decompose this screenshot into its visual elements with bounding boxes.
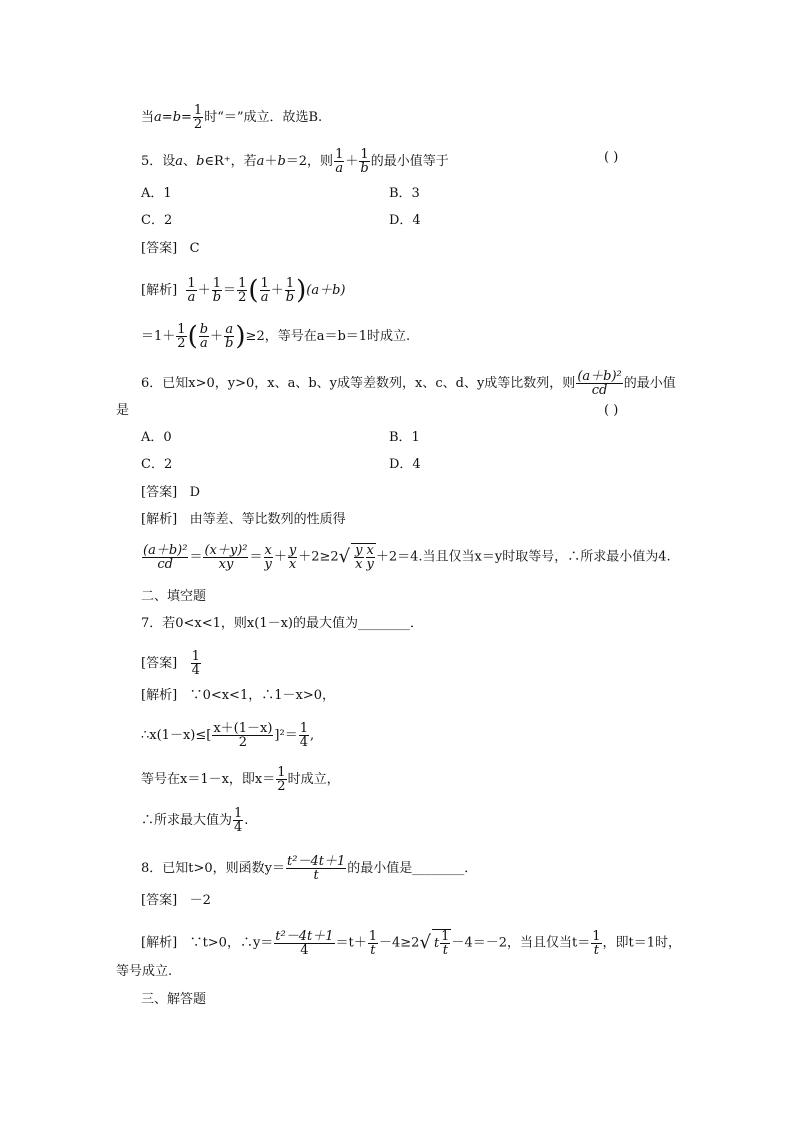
q5-analysis-line2: ＝1＋ $\frac{1}{2}$ ( $\frac{b}{a}$ ＋ $\frac{a}{b}$ )≥2，等号在a＝b＝1时成立.	[141, 321, 411, 352]
q5-option-d: D．4	[389, 213, 421, 228]
q8-stem: 8．已知t>0，则函数y＝ $\frac{\text{t²－4t＋1}}{t}$ 的最小值是________．	[141, 854, 478, 883]
q5-option-a: A．1	[141, 186, 172, 201]
q6-answer: [答案] D	[141, 485, 200, 500]
q8-analysis-line1: [解析] ∵t>0，∴y＝ $\frac{\text{t²－4t＋1}}{4}$ ＝t＋ $\frac{1}{t}$ －4≥2√ t $\frac{1}{t}$ －4＝－2，当且仅当t＝ $\frac{1}{t}$ ，即t＝1时，	[141, 928, 682, 958]
q5-option-c: C．2	[141, 213, 173, 228]
q6-option-d: D．4	[389, 457, 421, 472]
q8-analysis-line2: 等号成立.	[116, 964, 173, 979]
q6-option-c: C．2	[141, 457, 173, 472]
q6-option-a: A．0	[141, 430, 172, 445]
q6-stem: 6．已知x>0，y>0，x、a、b、y成等差数列，x、c、d、y成等比数列，则 $\frac{\text{(a＋b)²}}{cd}$ 的最小值	[141, 369, 676, 398]
q7-answer: [答案] $\frac{1}{4}$	[141, 649, 200, 678]
q7-analysis-line3: 等号在x＝1－x，即x＝ $\frac{1}{2}$ 时成立，	[141, 765, 340, 794]
q7-analysis-line4: ∴所求最大值为 $\frac{1}{4}$ .	[141, 806, 249, 835]
section-solution-heading: 三、解答题	[141, 992, 207, 1007]
q5-analysis-line1: [解析] $\frac{1}{a}$ ＋ $\frac{1}{b}$ ＝ $\frac{1}{2}$ ( $\frac{1}{a}$ ＋ $\frac{1}{b}$ )(a＋b)	[141, 275, 346, 306]
q5-answer-blank: ( )	[604, 150, 619, 165]
q7-stem: 7．若0<x<1，则x(1－x)的最大值为________．	[141, 616, 424, 631]
q5-answer: [答案] C	[141, 241, 200, 256]
q7-analysis-line1: [解析] ∵0<x<1，∴1－x>0，	[141, 688, 335, 703]
q6-analysis-line1: [解析] 由等差、等比数列的性质得	[141, 512, 346, 527]
q5-stem: 5．设a、b∈R⁺，若a＋b＝2，则 $\frac{1}{a}$ ＋ $\frac{1}{b}$ 的最小值等于	[141, 147, 449, 176]
q5-option-b: B．3	[389, 186, 420, 201]
q6-answer-blank: ( )	[604, 403, 619, 418]
q7-analysis-line2: ∴x(1－x)≤[ $\frac{x+(1-x)}{2}$ ]²＝ $\frac{1}{4}$ ,	[141, 721, 315, 750]
q6-stem-continued: 是	[116, 403, 130, 418]
q4-conclusion: 当a=b= $\frac{1}{2}$ 时“＝”成立．故选B.	[141, 103, 323, 132]
section-fill-in-heading: 二、填空题	[141, 589, 207, 604]
q6-analysis-line2: $\frac{\text{(a＋b)²}}{cd}$ ＝ $\frac{\text{(x＋y)²}}{xy}$ ＝ $\frac{x}{y}$ ＋ $\frac{y}{x}$ ＋2≥2√ $\frac{y}{x}$ $\frac{x}{y}$ ＋2＝4.当且仅当x＝y时取等号，∴所求最小值为4.	[143, 542, 671, 572]
q8-answer: [答案] －2	[141, 893, 211, 908]
q6-option-b: B．1	[389, 430, 420, 445]
